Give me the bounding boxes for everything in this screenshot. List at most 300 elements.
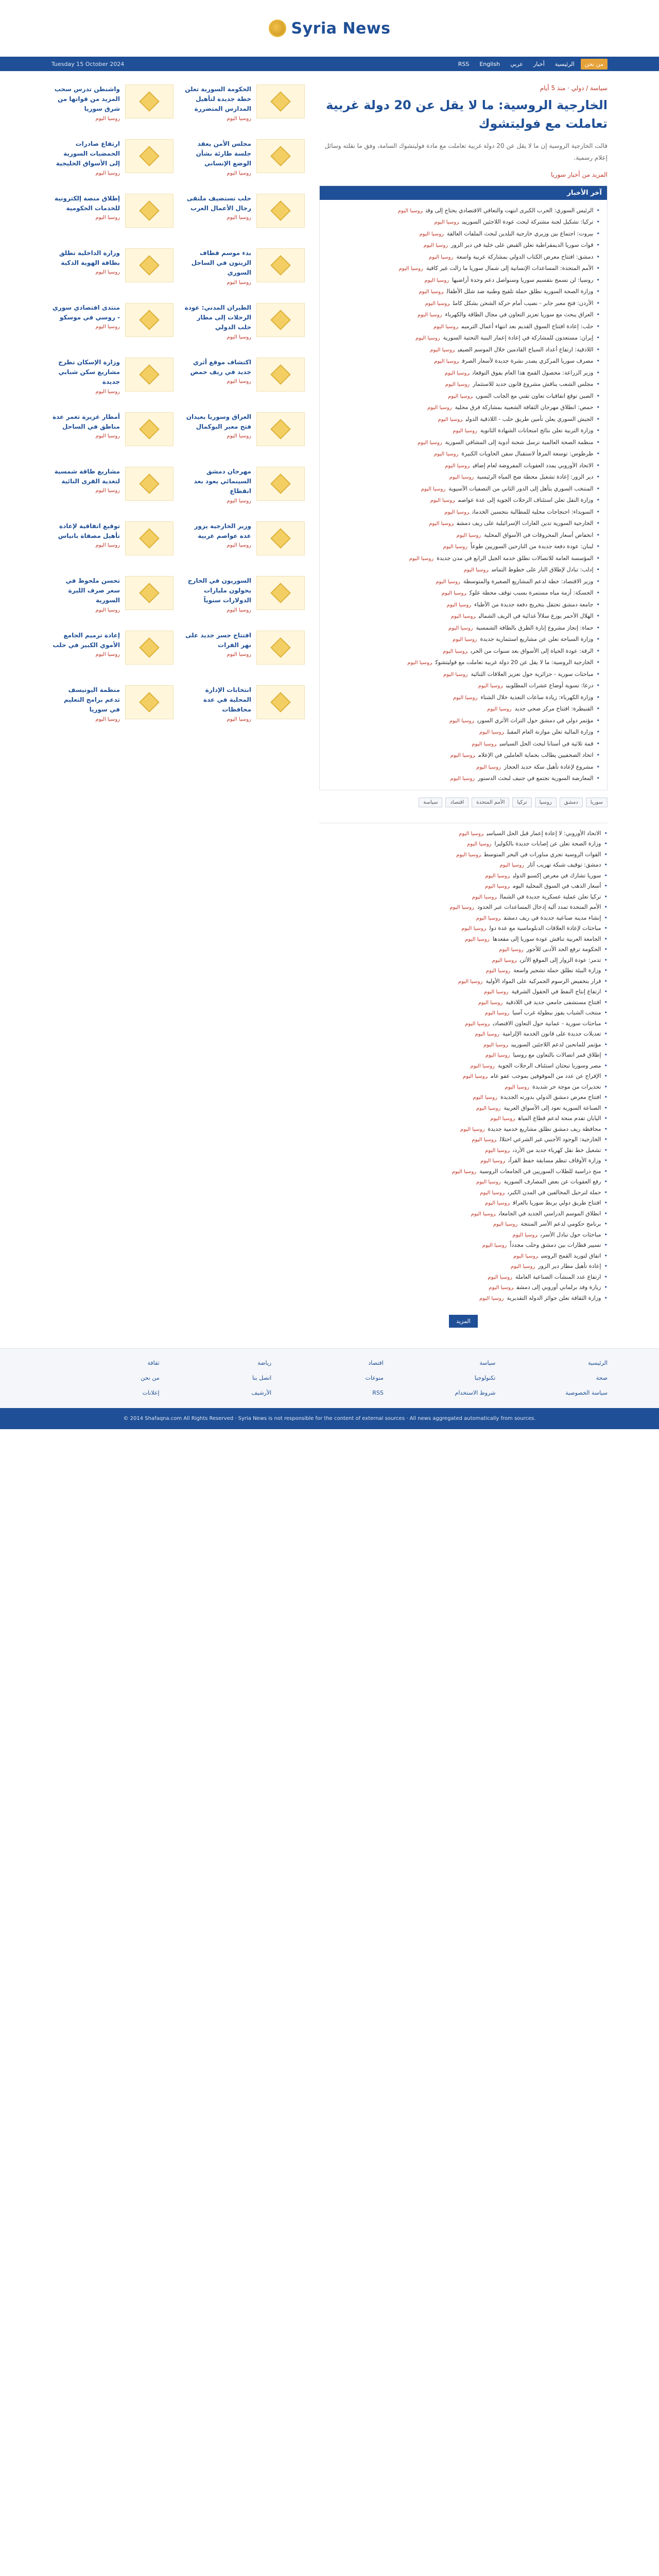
- card-thumbnail[interactable]: [256, 412, 305, 446]
- card-title[interactable]: واشنطن تدرس سحب المزيد من قواتها من شرق سوريا: [54, 86, 120, 113]
- card-title[interactable]: وزير الخارجية يزور عدة عواصم عربية: [194, 522, 251, 540]
- news-headline[interactable]: المنتخب السوري يتأهل إلى الدور الثاني من التصفيات الآسيوية: [448, 485, 594, 492]
- related-card[interactable]: [51, 521, 174, 564]
- news-headline[interactable]: وزارة السياحة تعلن عن مشاريع استثمارية جديدة: [480, 636, 594, 643]
- related-card[interactable]: [183, 358, 305, 400]
- news-list-item[interactable]: [327, 321, 600, 333]
- more-list-item[interactable]: [319, 1177, 608, 1188]
- nav-item[interactable]: RSS: [458, 60, 470, 67]
- section-link[interactable]: المزيد من أخبار سوريا: [550, 171, 608, 178]
- news-headline[interactable]: تعديلات جديدة على قانون الخدمة الإلزامية: [502, 1030, 601, 1038]
- more-list-item[interactable]: [319, 1019, 608, 1029]
- news-headline[interactable]: حلب: إعادة افتتاح السوق القديم بعد انتهاء أعمال الترميم: [461, 323, 594, 330]
- more-list-item[interactable]: [319, 902, 608, 913]
- news-headline[interactable]: الصين توقع اتفاقيات تعاون تقني مع الجانب السوري: [476, 392, 594, 399]
- tag-chip[interactable]: الأمم المتحدة: [472, 798, 509, 807]
- news-headline[interactable]: مصرف سوريا المركزي يصدر نشرة جديدة لأسعار الصرف: [462, 358, 594, 365]
- more-list-item[interactable]: [319, 976, 608, 987]
- footer-link[interactable]: RSS: [372, 1389, 384, 1396]
- news-list-item[interactable]: [327, 240, 600, 251]
- news-headline[interactable]: مباحثات سورية - عمانية حول التعاون الاقتصادي: [493, 1020, 601, 1027]
- related-card[interactable]: [183, 248, 305, 291]
- load-more-button[interactable]: المزيد: [449, 1315, 478, 1328]
- more-list-item[interactable]: [319, 1261, 608, 1272]
- news-list-item[interactable]: [327, 611, 600, 622]
- news-headline[interactable]: الخارجية: الوجود الأجنبي غير الشرعي احتلال: [499, 1136, 601, 1143]
- related-card[interactable]: [51, 139, 174, 181]
- more-list-item[interactable]: [319, 1198, 608, 1209]
- news-headline[interactable]: دمشق: افتتاح معرض الكتاب الدولي بمشاركة عربية واسعة: [456, 253, 594, 260]
- footer-link[interactable]: تكنولوجيا: [474, 1374, 496, 1381]
- news-list-item[interactable]: [327, 483, 600, 495]
- news-headline[interactable]: الهلال الأحمر يوزع سلالاً غذائية في الريف الشمالي: [478, 613, 594, 620]
- card-thumbnail[interactable]: [256, 685, 305, 719]
- news-headline[interactable]: مصر وسوريا تبحثان استئناف الرحلات الجوية: [498, 1062, 601, 1069]
- related-card[interactable]: [183, 631, 305, 673]
- card-title[interactable]: بدء موسم قطاف الزيتون في الساحل السوري: [191, 249, 251, 277]
- news-list-item[interactable]: [327, 402, 600, 414]
- news-headline[interactable]: وزارة الكهرباء: زيادة ساعات التغذية خلال الشتاء: [480, 693, 594, 701]
- footer-link[interactable]: رياضة: [257, 1360, 272, 1367]
- news-headline[interactable]: القنيطرة: افتتاح مركز صحي جديد: [514, 705, 594, 713]
- news-list-item[interactable]: [327, 553, 600, 565]
- news-headline[interactable]: الجامعة العربية تناقش عودة سوريا إلى مقعدها: [492, 935, 601, 942]
- news-headline[interactable]: محافظة ريف دمشق تطلق مشاريع خدمية جديدة: [488, 1125, 601, 1132]
- card-thumbnail[interactable]: [256, 139, 305, 173]
- more-list-item[interactable]: [319, 1251, 608, 1262]
- news-headline[interactable]: منتخب الشباب يفوز ببطولة غرب آسيا: [512, 1009, 601, 1016]
- news-headline[interactable]: وزارة الصحة تعلن عن إصابات جديدة بالكوليرا: [494, 840, 601, 848]
- news-headline[interactable]: حمص: انطلاق مهرجان الثقافة الشعبية بمشاركة فرق محلية: [455, 404, 594, 411]
- news-list-item[interactable]: [327, 471, 600, 483]
- tag-chip[interactable]: سوريا: [586, 798, 608, 807]
- footer-link[interactable]: الرئيسية: [588, 1360, 608, 1367]
- news-headline[interactable]: المعارضة السورية تجتمع في جنيف لبحث الدستور: [478, 775, 594, 782]
- news-headline[interactable]: إنشاء مدينة صناعية جديدة في ريف دمشق: [504, 914, 601, 921]
- news-list-item[interactable]: [327, 367, 600, 379]
- related-card[interactable]: [183, 303, 305, 345]
- more-list-item[interactable]: [319, 1134, 608, 1145]
- news-list-item[interactable]: [327, 634, 600, 646]
- footer-link[interactable]: منوعات: [365, 1374, 384, 1381]
- news-headline[interactable]: بيروت: اجتماع بين وزيري خارجية البلدين لبحث الملفات العالقة: [446, 230, 594, 237]
- news-headline[interactable]: إدلب: تبادل لإطلاق النار على خطوط التماس: [491, 566, 594, 573]
- more-list-item[interactable]: [319, 1071, 608, 1082]
- news-headline[interactable]: مؤتمر للمانحين لدعم اللاجئين السوريين: [511, 1041, 601, 1048]
- related-card[interactable]: [51, 685, 174, 727]
- news-list-item[interactable]: [327, 738, 600, 750]
- news-headline[interactable]: الاتحاد الأوروبي يمدد العقوبات المفروضة لعام إضافي: [473, 462, 594, 469]
- news-list-item[interactable]: [327, 205, 600, 217]
- news-headline[interactable]: مشروع لإعادة تأهيل سكة حديد الحجاز: [504, 763, 594, 770]
- related-card[interactable]: [183, 194, 305, 236]
- card-thumbnail[interactable]: [256, 467, 305, 501]
- card-thumbnail[interactable]: [125, 194, 174, 228]
- card-title[interactable]: تحسن ملحوظ في سعر صرف الليرة السورية: [65, 577, 120, 604]
- more-list-item[interactable]: [319, 1029, 608, 1040]
- news-list-item[interactable]: [327, 309, 600, 321]
- more-list-item[interactable]: [319, 1188, 608, 1198]
- news-headline[interactable]: افتتاح طريق دولي يربط سوريا بالعراق: [513, 1199, 601, 1207]
- news-headline[interactable]: منح دراسية للطلاب السوريين في الجامعات الروسية: [479, 1167, 601, 1175]
- news-list-item[interactable]: [327, 530, 600, 541]
- news-headline[interactable]: تركيا تعلن عملية عسكرية جديدة في الشمال: [499, 893, 601, 900]
- footer-link[interactable]: سياسة: [479, 1360, 496, 1367]
- tag-chip[interactable]: سياسة: [419, 798, 442, 807]
- card-title[interactable]: اكتشاف موقع أثري جديد في ريف حمص: [190, 359, 251, 376]
- more-list-item[interactable]: [319, 1050, 608, 1061]
- news-headline[interactable]: افتتاح معرض دمشق الدولي بدورته الجديدة: [500, 1094, 601, 1101]
- news-headline[interactable]: زيارة وفد برلماني أوروبي إلى دمشق: [516, 1284, 601, 1291]
- news-source: روسيا اليوم: [450, 753, 475, 759]
- news-list-item[interactable]: [327, 332, 600, 344]
- card-thumbnail[interactable]: [256, 631, 305, 665]
- news-headline[interactable]: وزارة البيئة تطلق حملة تشجير واسعة: [513, 967, 601, 974]
- card-title[interactable]: مشاريع طاقة شمسية لتغذية القرى النائية: [54, 468, 120, 485]
- news-headline[interactable]: الحسكة: أزمة مياه مستمرة بسبب توقف محطة علوك: [469, 589, 594, 597]
- news-headline[interactable]: إعادة تأهيل مطار دير الزور: [538, 1263, 601, 1270]
- news-headline[interactable]: وزير الزراعة: محصول القمح هذا العام يفوق التوقعات: [472, 369, 594, 376]
- news-list-item[interactable]: [327, 298, 600, 310]
- news-headline[interactable]: برنامج حكومي لدعم الأسر المنتجة: [521, 1221, 601, 1228]
- card-title[interactable]: العراق وسوريا يعيدان فتح معبر البوكمال: [186, 413, 251, 431]
- footer-link[interactable]: إعلانات: [142, 1389, 160, 1396]
- news-list-item[interactable]: [327, 564, 600, 576]
- news-headline[interactable]: وزير الاقتصاد: خطة لدعم المشاريع الصغيرة والمتوسطة: [463, 578, 594, 585]
- news-headline[interactable]: اليابان تقدم منحة لدعم قطاع المياه: [518, 1115, 601, 1122]
- news-headline[interactable]: درعا: تسوية أوضاع عشرات المطلوبين: [506, 682, 594, 689]
- footer-link[interactable]: صحة: [596, 1374, 608, 1381]
- card-thumbnail[interactable]: [256, 194, 305, 228]
- news-headline[interactable]: تشغيل خط نقل كهرباء جديد من الأردن: [513, 1146, 601, 1154]
- news-headline[interactable]: العراق يبحث مع سوريا تعزيز التعاون في مجال الطاقة والكهرباء: [445, 311, 594, 318]
- related-card[interactable]: [183, 412, 305, 454]
- news-headline[interactable]: مجلس الشعب يناقش مشروع قانون جديد للاستثمار: [473, 381, 594, 388]
- more-list-item[interactable]: [319, 1061, 608, 1072]
- news-headline[interactable]: مؤتمر دولي في دمشق حول التراث الأثري السوري: [477, 717, 594, 724]
- news-list-item[interactable]: [327, 680, 600, 692]
- more-list-item[interactable]: [319, 1240, 608, 1251]
- footer-link[interactable]: من نحن: [141, 1374, 160, 1381]
- news-headline[interactable]: اتفاق لتوريد القمح الروسي: [541, 1252, 601, 1259]
- card-title[interactable]: ارتفاع صادرات الحمضيات السورية إلى الأسواق الخليجية: [56, 140, 120, 167]
- related-card[interactable]: [183, 576, 305, 618]
- news-list-item[interactable]: [327, 773, 600, 785]
- news-headline[interactable]: وزارة الأوقاف تنظم مسابقة حفظ القرآن: [508, 1157, 601, 1164]
- nav-item[interactable]: الرئيسية: [554, 60, 575, 67]
- site-logo[interactable]: [269, 20, 391, 38]
- card-title[interactable]: انتخابات الإدارة المحلية في عدة محافظات: [203, 686, 251, 714]
- more-list-item[interactable]: [319, 1166, 608, 1177]
- related-card[interactable]: [51, 84, 174, 127]
- card-source: روسيا اليوم: [95, 170, 120, 176]
- news-headline[interactable]: اتحاد الصحفيين يطالب بحماية العاملين في الإعلام: [478, 752, 594, 759]
- card-title[interactable]: حلب تستضيف ملتقى رجال الأعمال العرب: [186, 195, 251, 212]
- news-list-item[interactable]: [327, 495, 600, 506]
- news-list-item[interactable]: [327, 518, 600, 530]
- more-list-item[interactable]: [319, 839, 608, 850]
- card-title[interactable]: منتدى اقتصادي سوري - روسي في موسكو: [52, 304, 120, 321]
- more-list-item[interactable]: [319, 1156, 608, 1166]
- news-headline[interactable]: تركيا: تشكيل لجنة مشتركة لبحث عودة اللاجئين السوريين: [462, 218, 594, 226]
- news-headline[interactable]: إطلاق قمر اتصالات بالتعاون مع روسيا: [513, 1052, 601, 1059]
- news-headline[interactable]: الجيش السوري يعلن تأمين طريق حلب - اللاذقية الدولي: [465, 415, 594, 422]
- tag-chip[interactable]: تركيا: [512, 798, 531, 807]
- news-headline[interactable]: جامعة دمشق تحتفل بتخريج دفعة جديدة من الأطباء: [474, 601, 594, 608]
- news-list-item[interactable]: [327, 344, 600, 356]
- news-list-item[interactable]: [327, 263, 600, 275]
- more-list-item[interactable]: [319, 871, 608, 882]
- card-title[interactable]: منظمة اليونيسف تدعم برامج التعليم في سوريا: [63, 686, 120, 714]
- more-list-item[interactable]: [319, 1082, 608, 1093]
- news-headline[interactable]: حملة لترحيل المخالفين في المدن الكبرى: [508, 1189, 601, 1196]
- news-headline[interactable]: سوريا تشارك في معرض إكسبو الدولي: [513, 872, 601, 879]
- related-card[interactable]: [51, 631, 174, 673]
- news-list-item[interactable]: [327, 228, 600, 240]
- more-list-item[interactable]: [319, 1092, 608, 1103]
- card-thumbnail[interactable]: [125, 467, 174, 501]
- more-list-item[interactable]: [319, 1103, 608, 1114]
- news-headline[interactable]: الأردن: فتح معبر جابر - نصيب أمام حركة الشحن بشكل كامل: [453, 299, 594, 307]
- news-headline[interactable]: مباحثات سورية - جزائرية حول تعزيز العلاقات الثنائية: [471, 670, 594, 677]
- news-headline[interactable]: الحكومة ترفع الحد الأدنى للأجور: [526, 946, 601, 953]
- news-headline[interactable]: الاتحاد الأوروبي: لا إعادة إعمار قبل الحل السياسي: [487, 829, 601, 837]
- news-list-item[interactable]: [327, 761, 600, 773]
- news-headline[interactable]: قرار بتخفيض الرسوم الجمركية على المواد الأولية: [485, 977, 601, 985]
- more-list-item[interactable]: [319, 860, 608, 871]
- card-thumbnail[interactable]: [125, 576, 174, 610]
- more-list-item[interactable]: [319, 1293, 608, 1304]
- news-headline[interactable]: القوات الروسية تجري مناورات في البحر المتوسط: [484, 851, 601, 858]
- more-list-item[interactable]: [319, 934, 608, 945]
- tag-chip[interactable]: دمشق: [560, 798, 583, 807]
- card-title[interactable]: مجلس الأمن يعقد جلسة طارئة بشأن الوضع الإنساني: [196, 140, 251, 167]
- news-list-item[interactable]: [327, 750, 600, 761]
- news-list-item[interactable]: [327, 587, 600, 599]
- tag-chip[interactable]: روسيا: [535, 798, 557, 807]
- footer-link[interactable]: اتصل بنا: [252, 1374, 272, 1381]
- news-list-item[interactable]: [327, 391, 600, 402]
- news-headline[interactable]: رفع العقوبات عن بعض المصارف السورية: [504, 1178, 601, 1185]
- news-headline[interactable]: تحذيرات من موجة حر شديدة: [532, 1083, 601, 1090]
- more-list-item[interactable]: [319, 987, 608, 997]
- related-card[interactable]: [183, 521, 305, 564]
- related-card[interactable]: [51, 248, 174, 291]
- footer-link[interactable]: اقتصاد: [368, 1360, 384, 1367]
- nav-item[interactable]: أخبار: [533, 60, 545, 67]
- more-list-item[interactable]: [319, 955, 608, 966]
- news-headline[interactable]: ارتفاع إنتاج النفط في الحقول الشرقية: [511, 988, 601, 995]
- nav-item[interactable]: عربي: [510, 60, 523, 67]
- card-title[interactable]: إعادة ترميم الجامع الأموي الكبير في حلب: [53, 632, 120, 649]
- news-list-item[interactable]: [327, 541, 600, 553]
- more-list-item[interactable]: [319, 1113, 608, 1124]
- related-card[interactable]: [183, 84, 305, 127]
- footer-link[interactable]: ثقافة: [147, 1360, 160, 1367]
- news-headline[interactable]: انخفاض أسعار المحروقات في الأسواق المحلية: [484, 531, 594, 538]
- card-thumbnail[interactable]: [125, 303, 174, 337]
- card-thumbnail[interactable]: [125, 685, 174, 719]
- more-list-item[interactable]: [319, 828, 608, 839]
- news-headline[interactable]: وزارة الصحة السورية تطلق حملة تلقيح وطنية ضد شلل الأطفال: [446, 288, 594, 295]
- card-thumbnail[interactable]: [125, 358, 174, 392]
- news-headline[interactable]: مباحثات لإعادة العلاقات الدبلوماسية مع عدة دول: [489, 925, 601, 932]
- more-list-item[interactable]: [319, 913, 608, 924]
- more-list-item[interactable]: [319, 881, 608, 892]
- related-card[interactable]: [51, 303, 174, 345]
- more-list-item[interactable]: [319, 892, 608, 903]
- news-headline[interactable]: اللاذقية: ارتفاع أعداد السياح القادمين خلال الموسم الصيفي: [458, 346, 594, 353]
- card-thumbnail[interactable]: [256, 248, 305, 282]
- news-headline[interactable]: تسيير قطارات بين دمشق وحلب مجدداً: [510, 1242, 601, 1249]
- related-card[interactable]: [183, 467, 305, 509]
- card-title[interactable]: وزارة الداخلية تطلق بطاقة الهوية الذكية: [59, 249, 120, 267]
- more-list-item[interactable]: [319, 850, 608, 860]
- more-list-item[interactable]: [319, 1124, 608, 1135]
- more-list-item[interactable]: [319, 944, 608, 955]
- more-list-item[interactable]: [319, 965, 608, 976]
- news-headline[interactable]: انطلاق الموسم الدراسي الجديد في الجامعات: [498, 1210, 601, 1217]
- news-headline[interactable]: قمة ثلاثية في أستانا لبحث الحل السياسي: [499, 740, 594, 747]
- news-headline[interactable]: الإفراج عن عدد من الموقوفين بموجب عفو عام: [491, 1073, 601, 1080]
- news-list-item[interactable]: [327, 669, 600, 681]
- card-thumbnail[interactable]: [125, 631, 174, 665]
- card-thumbnail[interactable]: [256, 303, 305, 337]
- news-list-item[interactable]: [327, 379, 600, 391]
- news-headline[interactable]: دير الزور: إعادة تشغيل محطة ضخ المياه الرئيسية: [477, 473, 594, 481]
- news-list-item[interactable]: [327, 576, 600, 588]
- news-headline[interactable]: تدمر: عودة الزوار إلى الموقع الأثري: [519, 956, 601, 963]
- news-headline[interactable]: إيران: مستعدون للمشاركة في إعادة إعمار البنية التحتية السورية: [443, 334, 594, 342]
- more-list-item[interactable]: [319, 1209, 608, 1219]
- news-headline[interactable]: الصناعة السورية تعود إلى الأسواق العربية: [504, 1104, 601, 1111]
- news-list-item[interactable]: [327, 251, 600, 263]
- news-list-item[interactable]: [327, 355, 600, 367]
- news-list-item[interactable]: [327, 703, 600, 715]
- news-headline[interactable]: وزارة النقل تعلن استئناف الرحلات الجوية إلى عدة عواصم: [458, 497, 594, 504]
- card-thumbnail[interactable]: [256, 84, 305, 118]
- news-list-item[interactable]: [327, 692, 600, 704]
- news-list-item[interactable]: [327, 414, 600, 426]
- news-headline[interactable]: لبنان: عودة دفعة جديدة من النازحين السوريين طوعاً: [470, 543, 594, 550]
- card-title[interactable]: السوريون في الخارج يحولون مليارات الدولارات سنوياً: [187, 577, 251, 604]
- more-list-item[interactable]: [319, 1008, 608, 1019]
- news-list-item[interactable]: [327, 715, 600, 727]
- breadcrumb[interactable]: سياسة / دولي · منذ 5 أيام: [540, 84, 608, 92]
- nav-cta-button[interactable]: من نحن: [581, 59, 608, 70]
- related-card[interactable]: [183, 685, 305, 727]
- news-list-item[interactable]: [327, 506, 600, 518]
- related-card[interactable]: [51, 194, 174, 236]
- news-list-item[interactable]: [327, 437, 600, 449]
- news-headline[interactable]: حماة: إنجاز مشروع إنارة الطرق بالطاقة الشمسية: [476, 624, 594, 631]
- more-list-item[interactable]: [319, 997, 608, 1008]
- news-list-item[interactable]: [327, 425, 600, 437]
- related-card[interactable]: [183, 139, 305, 181]
- card-title[interactable]: افتتاح جسر جديد على نهر الفرات: [185, 632, 251, 649]
- news-list-item[interactable]: [327, 216, 600, 228]
- news-list-item[interactable]: [327, 599, 600, 611]
- news-list-item[interactable]: [327, 622, 600, 634]
- card-thumbnail[interactable]: [125, 248, 174, 282]
- news-list-item[interactable]: [327, 460, 600, 472]
- card-title[interactable]: أمطار غزيرة تغمر عدة مناطق في الساحل: [53, 413, 120, 431]
- news-headline[interactable]: وزارة التربية تعلن نتائج امتحانات الشهادة الثانوية: [480, 427, 594, 434]
- news-list-item[interactable]: [327, 646, 600, 657]
- news-headline[interactable]: وزارة الثقافة تعلن جوائز الدولة التقديرية: [507, 1294, 601, 1301]
- news-list-item[interactable]: [327, 286, 600, 298]
- news-headline[interactable]: طرطوس: توسعة المرفأ لاستقبال سفن الحاويات الكبيرة: [461, 450, 594, 457]
- news-headline[interactable]: ارتفاع عدد المنشآت الصناعية العاملة: [515, 1273, 601, 1280]
- tag-chip[interactable]: اقتصاد: [445, 798, 469, 807]
- placeholder-image-icon: [270, 528, 291, 549]
- news-headline[interactable]: الأمم المتحدة تمدد آلية إدخال المساعدات عبر الحدود: [477, 904, 601, 911]
- news-source: روسيا اليوم: [476, 1179, 501, 1185]
- news-list-item[interactable]: [327, 448, 600, 460]
- nav-item[interactable]: English: [479, 60, 500, 67]
- news-headline[interactable]: قوات سوريا الديمقراطية تعلن القبض على خلية في دير الزور: [451, 242, 594, 249]
- card-thumbnail[interactable]: [256, 358, 305, 392]
- card-title[interactable]: إطلاق منصة إلكترونية للخدمات الحكومية: [54, 195, 120, 212]
- related-card[interactable]: [51, 412, 174, 454]
- related-card[interactable]: [51, 467, 174, 509]
- more-list-item[interactable]: [319, 1230, 608, 1241]
- card-title[interactable]: الحكومة السورية تعلن خطة جديدة لتأهيل المدارس المتضررة: [185, 86, 251, 113]
- more-list-item[interactable]: [319, 1040, 608, 1050]
- card-title[interactable]: وزارة الإسكان تطرح مشاريع سكن شبابي جديدة: [58, 359, 120, 386]
- related-card[interactable]: [51, 358, 174, 400]
- related-card[interactable]: [51, 576, 174, 618]
- news-headline[interactable]: المؤسسة العامة للاتصالات تطلق خدمة الجيل الرابع في مدن جديدة: [437, 554, 594, 562]
- footer-link[interactable]: الأرشيف: [251, 1389, 272, 1396]
- news-source: روسيا اليوم: [513, 1253, 539, 1259]
- more-list-item[interactable]: [319, 1145, 608, 1156]
- news-list-item[interactable]: [327, 657, 600, 669]
- news-headline[interactable]: افتتاح مستشفى جامعي جديد في اللاذقية: [506, 998, 601, 1006]
- card-thumbnail[interactable]: [125, 139, 174, 173]
- footer-link[interactable]: شروط الاستخدام: [455, 1389, 496, 1396]
- news-headline[interactable]: مباحثات حول تبادل الأسرى: [540, 1231, 601, 1238]
- news-headline[interactable]: الرقة: عودة الحياة إلى الأسواق بعد سنوات من الحرب: [471, 647, 594, 654]
- more-list-item[interactable]: [319, 1282, 608, 1293]
- news-source: روسيا اليوم: [460, 1126, 485, 1132]
- card-thumbnail[interactable]: [125, 84, 174, 118]
- news-headline[interactable]: أسعار الذهب في السوق المحلية اليوم: [513, 883, 601, 890]
- more-list-item[interactable]: [319, 1219, 608, 1230]
- news-headline[interactable]: دمشق: توقيف شبكة تهريب آثار: [527, 861, 601, 869]
- news-headline[interactable]: الخارجية السورية تدين الغارات الإسرائيلية على ريف دمشق: [457, 520, 594, 527]
- news-headline[interactable]: السويداء: احتجاجات محلية للمطالبة بتحسين الخدمات: [472, 508, 594, 515]
- more-list-item[interactable]: [319, 1272, 608, 1283]
- card-thumbnail[interactable]: [125, 412, 174, 446]
- card-title[interactable]: الطيران المدني: عودة الرحلات إلى مطار حلب الدولي: [184, 304, 251, 331]
- more-list-item[interactable]: [319, 923, 608, 934]
- news-list-item[interactable]: [327, 726, 600, 738]
- footer-link[interactable]: سياسة الخصوصية: [565, 1389, 608, 1396]
- news-headline[interactable]: الأمم المتحدة: المساعدات الإنسانية إلى شمال سوريا ما زالت غير كافية: [426, 265, 594, 272]
- card-thumbnail[interactable]: [125, 521, 174, 555]
- news-list-item[interactable]: [327, 275, 600, 286]
- card-thumbnail[interactable]: [256, 576, 305, 610]
- card-title[interactable]: توقيع اتفاقية لإعادة تأهيل مصفاة بانياس: [58, 522, 120, 540]
- news-headline[interactable]: روسيا: لن نسمح بتقسيم سوريا وسنواصل دعم وحدة أراضيها: [452, 276, 594, 283]
- news-headline[interactable]: الخارجية الروسية: ما لا يقل عن 20 دولة غربية تعاملت مع فوليتشوك: [435, 659, 594, 666]
- news-headline[interactable]: وزارة المالية تعلن موازنة العام المقبل: [507, 728, 594, 736]
- news-headline[interactable]: الرئيس السوري: الحرب الكبرى انتهت والتعافي الاقتصادي يحتاج إلى وقت: [426, 207, 594, 214]
- card-title[interactable]: مهرجان دمشق السينمائي يعود بعد انقطاع: [194, 468, 251, 495]
- card-thumbnail[interactable]: [256, 521, 305, 555]
- news-headline[interactable]: منظمة الصحة العالمية ترسل شحنة أدوية إلى المشافي السورية: [445, 438, 594, 446]
